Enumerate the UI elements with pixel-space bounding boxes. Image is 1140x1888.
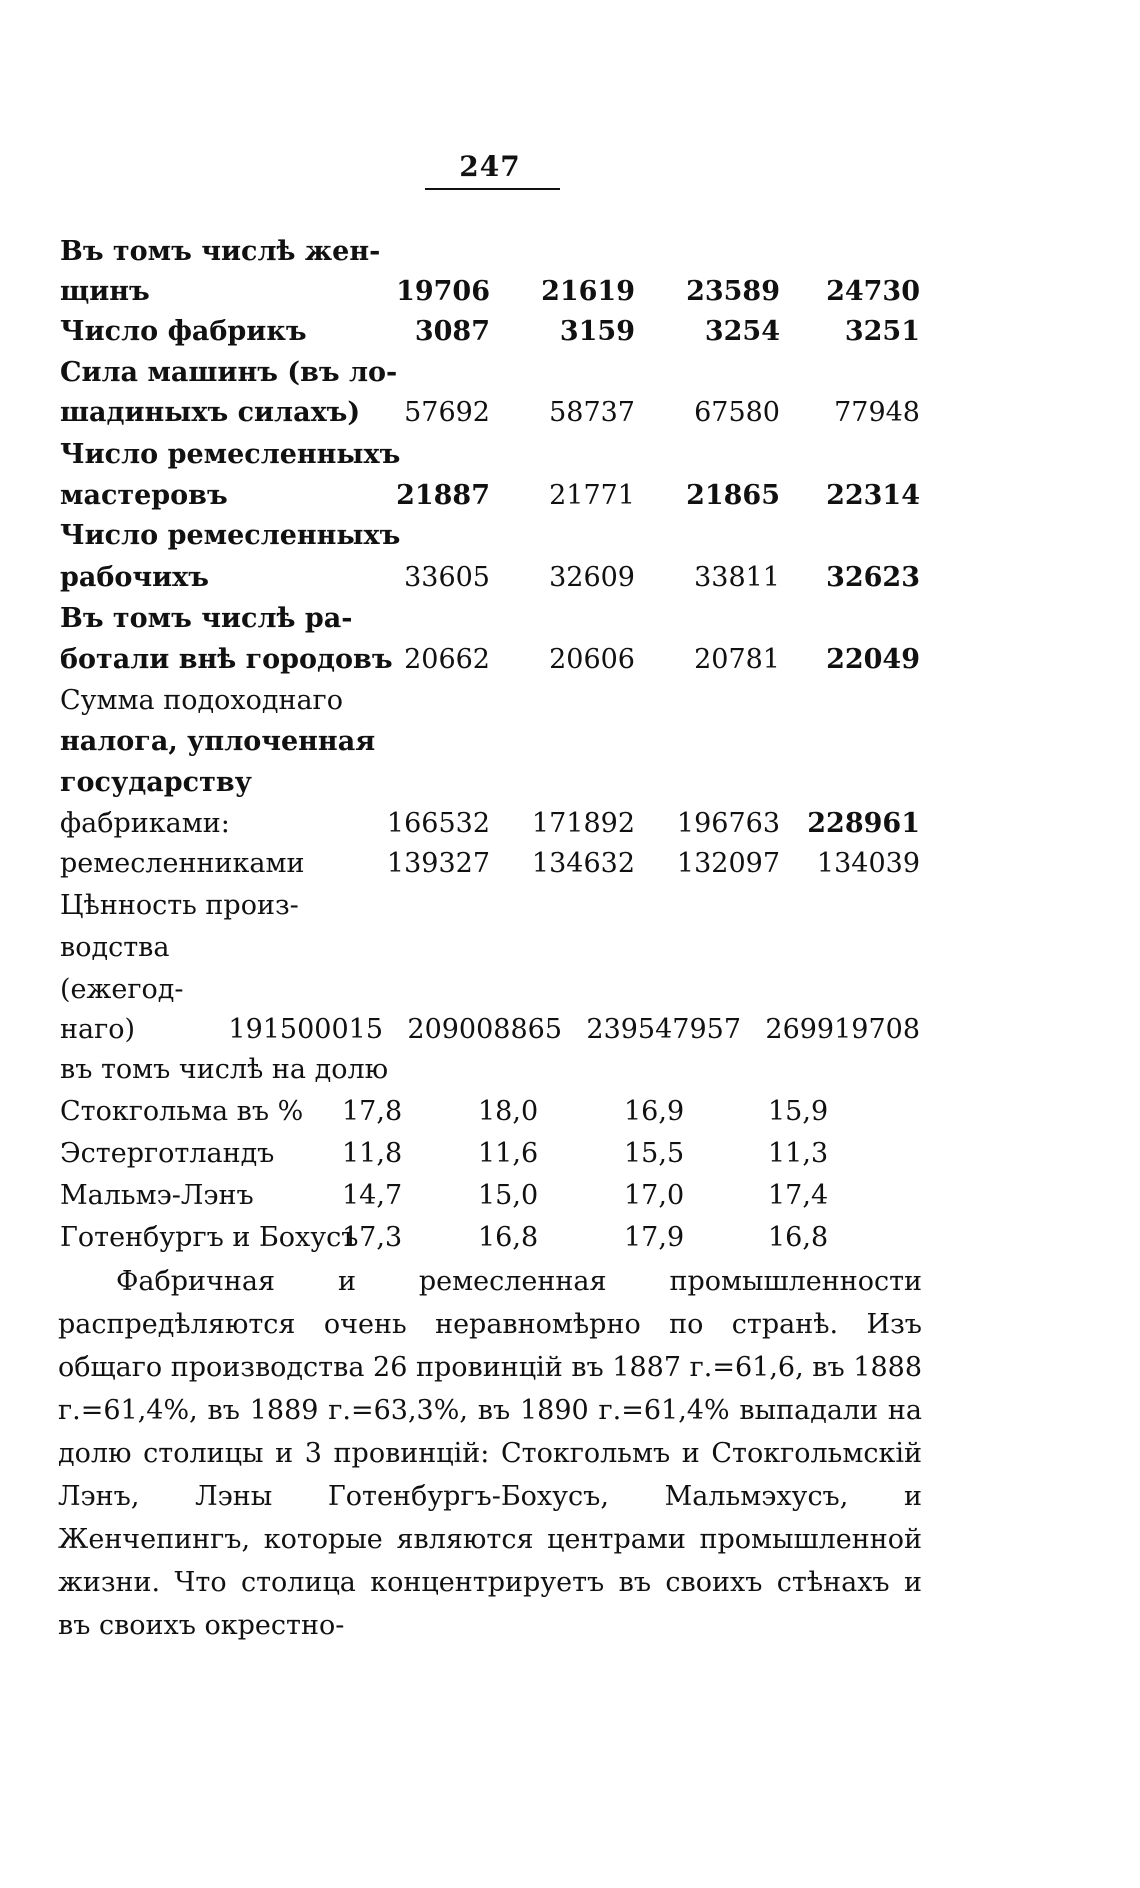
row-label: Мальмэ-Лэнъ xyxy=(60,1180,254,1211)
row-label: ботали внѣ городовъ xyxy=(60,644,393,675)
table-cell: 17,8 xyxy=(342,1096,403,1127)
table-cell: 21619 xyxy=(541,276,635,307)
row-label: Число ремесленныхъ xyxy=(60,520,401,551)
table-cell: 19706 xyxy=(396,276,490,307)
table-cell: 134632 xyxy=(531,848,635,879)
table-cell: 3087 xyxy=(414,316,490,347)
table-cell: 171892 xyxy=(531,808,635,839)
row-label: фабриками: xyxy=(60,808,230,839)
table-cell: 23589 xyxy=(686,276,780,307)
table-cell: 22314 xyxy=(826,480,920,511)
table-cell: 22049 xyxy=(826,644,920,675)
table-cell: 21887 xyxy=(396,480,490,511)
table-cell: 15,5 xyxy=(624,1138,685,1169)
table-cell: 21865 xyxy=(686,480,780,511)
table-cell: 3254 xyxy=(704,316,780,347)
row-label: наго) xyxy=(60,1014,136,1045)
row-label: налога, уплоченная xyxy=(60,726,376,757)
row-label: щинъ xyxy=(60,276,150,307)
row-label: Число фабрикъ xyxy=(60,316,307,347)
table-cell: 209008865 xyxy=(407,1014,562,1045)
table-cell: 24730 xyxy=(826,276,920,307)
row-label: мастеровъ xyxy=(60,480,228,511)
table-cell: 16,8 xyxy=(768,1222,829,1253)
table-cell: 32609 xyxy=(549,562,635,593)
row-label: Въ томъ числѣ ра- xyxy=(60,603,353,634)
table-cell: 14,7 xyxy=(342,1180,403,1211)
row-label: Число ремесленныхъ xyxy=(60,439,401,470)
table-cell: 132097 xyxy=(676,848,780,879)
row-label: Готенбургъ и Бохусъ xyxy=(60,1222,359,1253)
table-cell: 20781 xyxy=(694,644,780,675)
row-label: ремесленниками xyxy=(60,848,305,879)
table-cell: 77948 xyxy=(834,397,920,428)
table-cell: 17,3 xyxy=(342,1222,403,1253)
table-cell: 58737 xyxy=(549,397,635,428)
table-cell: 11,6 xyxy=(478,1138,539,1169)
row-label: въ томъ числѣ на долю xyxy=(60,1054,389,1085)
table-cell: 228961 xyxy=(807,808,920,839)
table-cell: 16,9 xyxy=(624,1096,685,1127)
row-label: водства xyxy=(60,932,170,963)
table-cell: 15,9 xyxy=(768,1096,829,1127)
table-cell: 15,0 xyxy=(478,1180,539,1211)
table-cell: 32623 xyxy=(826,562,920,593)
table-cell: 11,8 xyxy=(342,1138,403,1169)
table-cell: 21771 xyxy=(549,480,635,511)
table-cell: 17,4 xyxy=(768,1180,829,1211)
row-label: (ежегод- xyxy=(60,974,184,1005)
page-number: 247 xyxy=(459,150,521,183)
table-cell: 11,3 xyxy=(768,1138,829,1169)
table-cell: 18,0 xyxy=(478,1096,539,1127)
table-cell: 239547957 xyxy=(586,1014,741,1045)
table-cell: 166532 xyxy=(386,808,490,839)
table-cell: 191500015 xyxy=(228,1014,383,1045)
row-label: Цѣнность произ- xyxy=(60,890,299,921)
row-label: Эстерготландъ xyxy=(60,1138,275,1169)
row-label: Сумма подоходнаго xyxy=(60,685,343,716)
table-cell: 33811 xyxy=(694,562,780,593)
table-cell: 134039 xyxy=(816,848,920,879)
table-cell: 3159 xyxy=(559,316,635,347)
table-cell: 20662 xyxy=(404,644,490,675)
row-label: Въ томъ числѣ жен- xyxy=(60,236,381,267)
row-label: государству xyxy=(60,767,252,798)
table-cell: 17,0 xyxy=(624,1180,685,1211)
body-paragraph: Фабричная и ремесленная промышленности распредѣляются очень неравномѣрно по странѣ. Изъ общаго производства 26 провинцій въ 1887 г.=61,6, въ 1888 г.=61,4%, въ 1889 г.=63,3%, въ 1890 г.=61,4% выпадали на долю столицы и 3 провинцій: Стокгольмъ и Стокгольмскій Лэнъ, Лэны Готенбургъ-Бохусъ, Мальмэхусъ, и Женчепингъ, которые являются центрами промышленной жизни. Что столица концентрируетъ въ своихъ стѣнахъ и въ своихъ окрестно- xyxy=(58,1266,922,1641)
table-cell: 16,8 xyxy=(478,1222,539,1253)
table-cell: 139327 xyxy=(386,848,490,879)
row-label: шадиныхъ силахъ) xyxy=(60,397,361,428)
table-cell: 196763 xyxy=(676,808,780,839)
table-cell: 3251 xyxy=(844,316,920,347)
row-label: Сила машинъ (въ ло- xyxy=(60,357,398,388)
table-cell: 20606 xyxy=(549,644,635,675)
table-cell: 269919708 xyxy=(765,1014,920,1045)
table-cell: 17,9 xyxy=(624,1222,685,1253)
table-cell: 57692 xyxy=(404,397,490,428)
table-cell: 33605 xyxy=(404,562,490,593)
row-label: рабочихъ xyxy=(60,562,209,593)
table-cell: 67580 xyxy=(694,397,780,428)
row-label: Стокгольма въ % xyxy=(60,1096,304,1127)
